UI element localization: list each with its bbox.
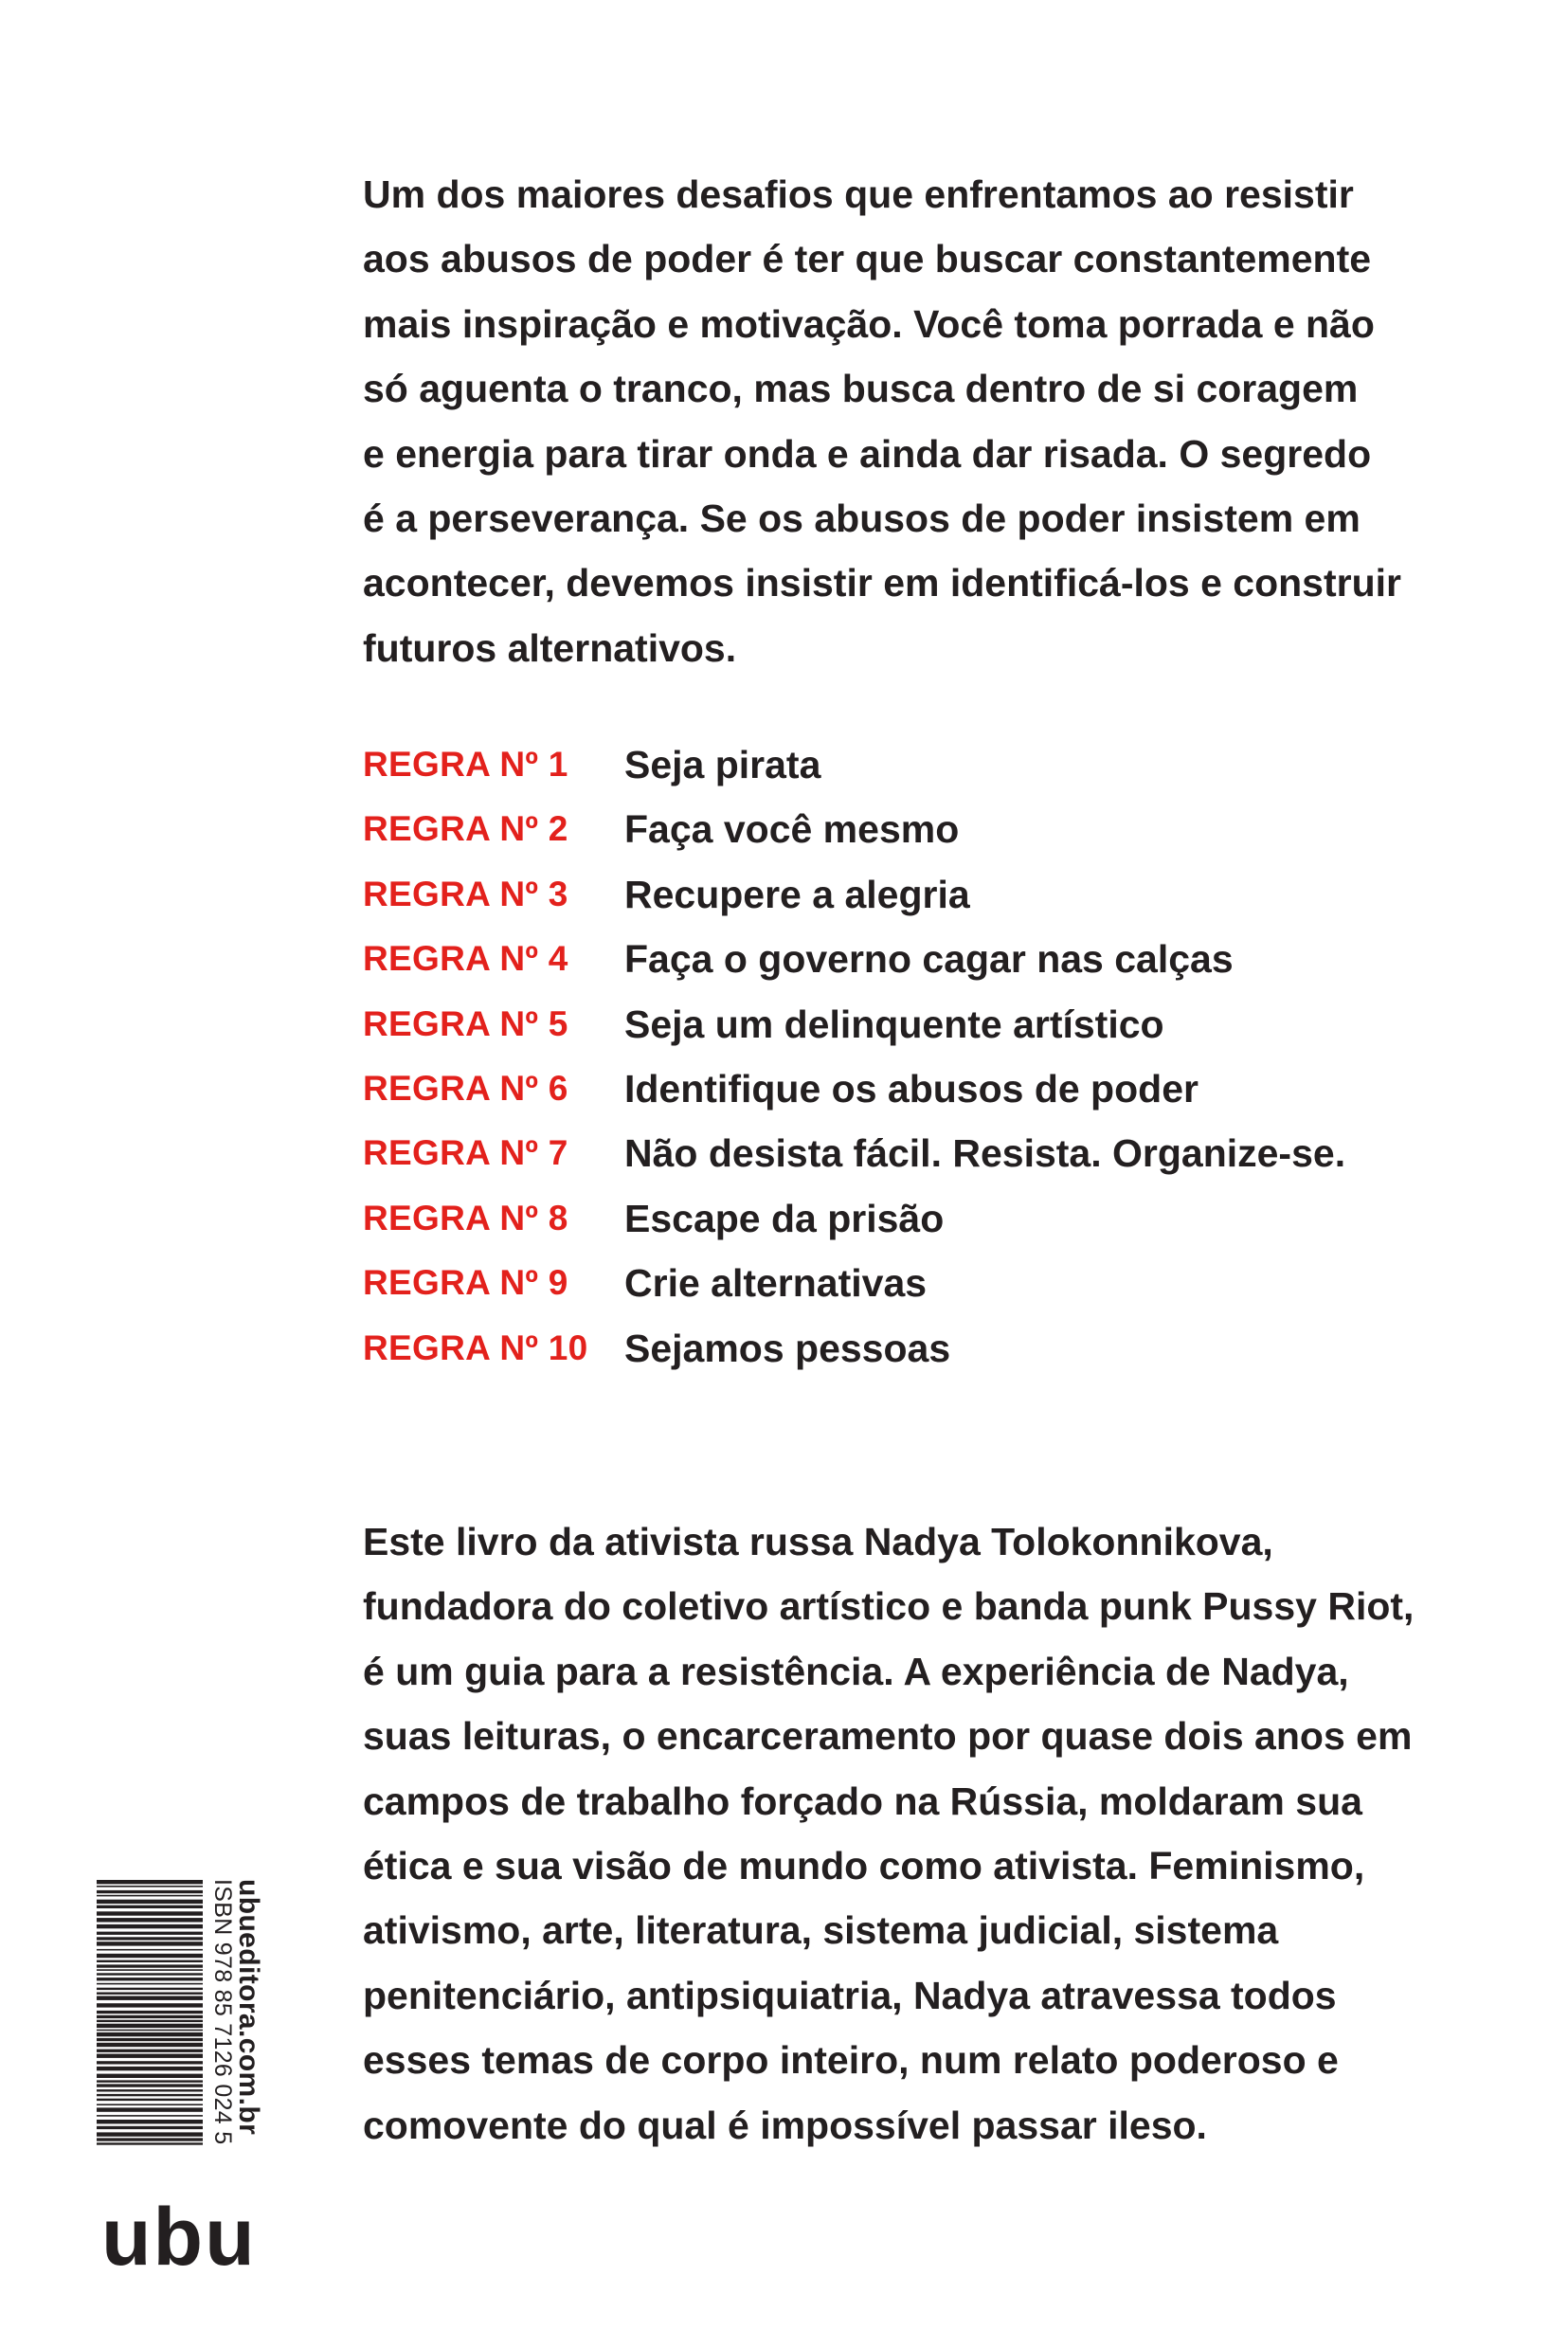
intro-line: e energia para tirar onda e ainda dar risada. O segredo bbox=[363, 431, 1372, 476]
barcode-bar bbox=[97, 1924, 203, 1928]
barcode-bars bbox=[97, 1879, 203, 2148]
barcode-bar bbox=[97, 2094, 203, 2096]
barcode-bar bbox=[97, 1880, 203, 1884]
barcode-bar bbox=[97, 1988, 203, 1990]
barcode-bar bbox=[97, 2115, 203, 2117]
barcode-bar bbox=[97, 2074, 203, 2078]
rule-item bbox=[363, 1186, 1500, 1251]
barcode-bar bbox=[97, 2020, 203, 2022]
barcode-bar bbox=[97, 2054, 203, 2058]
barcode-bar bbox=[97, 1964, 203, 1967]
rule-label: REGRA Nº 9 bbox=[363, 1263, 568, 1303]
barcode-bar bbox=[97, 1960, 203, 1962]
barcode-bar bbox=[97, 1973, 203, 1975]
isbn-number: ISBN 978 85 7126 024 5 bbox=[209, 1879, 236, 2145]
intro-line: é a perseverança. Se os abusos de poder insistem em bbox=[363, 496, 1361, 540]
intro-line: acontecer, devemos insistir em identificá-los e construir bbox=[363, 561, 1401, 605]
rule-text: Não desista fácil. Resista. Organize-se. bbox=[624, 1131, 1346, 1176]
barcode-bar bbox=[97, 2038, 203, 2041]
rule-text: Seja pirata bbox=[624, 743, 821, 786]
barcode-bar bbox=[97, 2099, 203, 2101]
rule-text: Escape da prisão bbox=[624, 1196, 945, 1240]
rule-label: REGRA Nº 7 bbox=[363, 1133, 568, 1173]
barcode-bar bbox=[97, 2043, 203, 2047]
rule-label: REGRA Nº 8 bbox=[363, 1198, 568, 1237]
description-paragraph bbox=[363, 1509, 1414, 2158]
barcode-bar bbox=[97, 1937, 203, 1940]
rule-text: Sejamos pessoas bbox=[624, 1326, 951, 1370]
barcode-bar bbox=[97, 1993, 203, 1995]
description-line: é um guia para a resistência. A experiência de Nadya, bbox=[363, 1649, 1349, 1693]
rule-label: REGRA Nº 2 bbox=[363, 809, 568, 849]
barcode-bar bbox=[97, 1983, 203, 1985]
barcode-bar bbox=[97, 2024, 203, 2028]
barcode-bar bbox=[97, 2080, 203, 2082]
description-line: suas leituras, o encarceramento por quase dois anos em bbox=[363, 1714, 1413, 1759]
barcode-bar bbox=[97, 1886, 203, 1887]
isbn-barcode bbox=[97, 1879, 264, 2148]
rule-text: Identifique os abusos de poder bbox=[624, 1066, 1199, 1111]
barcode-bar bbox=[97, 2084, 203, 2086]
barcode-bar bbox=[97, 1978, 203, 1980]
rule-label: REGRA Nº 3 bbox=[363, 874, 568, 913]
description-line: ética e sua visão de mundo como ativista. Feminismo, bbox=[363, 1843, 1365, 1887]
rule-item bbox=[363, 797, 1500, 861]
barcode-bar bbox=[97, 2032, 203, 2036]
intro-line: aos abusos de poder é ter que buscar constantemente bbox=[363, 237, 1372, 281]
rule-item bbox=[363, 862, 1500, 927]
barcode-bar bbox=[97, 2011, 203, 2014]
rule-item bbox=[363, 1121, 1500, 1185]
barcode-bar bbox=[97, 1918, 203, 1922]
rules-list bbox=[363, 732, 1500, 1381]
barcode-bar bbox=[97, 2030, 203, 2032]
rule-item bbox=[363, 1057, 1500, 1121]
rule-text: Faça o governo cagar nas calças bbox=[624, 937, 1234, 982]
rule-item bbox=[363, 1316, 1500, 1381]
intro-line: só aguenta o tranco, mas busca dentro de si coragem bbox=[363, 367, 1359, 411]
barcode-bar bbox=[97, 1949, 203, 1951]
rule-text: Recupere a alegria bbox=[624, 872, 970, 916]
intro-line: futuros alternativos. bbox=[363, 625, 737, 670]
description-line: esses temas de corpo inteiro, num relato poderoso e bbox=[363, 2038, 1339, 2083]
rule-text: Crie alternativas bbox=[624, 1261, 928, 1306]
publisher-website: ubueditora.com.br bbox=[233, 1879, 264, 2136]
rule-label: REGRA Nº 4 bbox=[363, 939, 568, 979]
intro-line: Um dos maiores desafios que enfrentamos ao resistir bbox=[363, 172, 1354, 216]
barcode-bar bbox=[97, 1890, 203, 1893]
barcode-bar bbox=[97, 2107, 203, 2111]
barcode-bar bbox=[97, 1932, 203, 1935]
barcode-bar bbox=[97, 1905, 203, 1908]
barcode-bar bbox=[97, 2089, 203, 2091]
rule-item bbox=[363, 992, 1500, 1057]
barcode-bar bbox=[97, 2015, 203, 2018]
barcode-bar bbox=[97, 2120, 203, 2123]
barcode-bar bbox=[97, 1996, 203, 2000]
barcode-bar bbox=[97, 2104, 203, 2105]
rule-text: Seja um delinquente artístico bbox=[624, 1002, 1164, 1046]
barcode-bar bbox=[97, 1969, 203, 1971]
rule-label: REGRA Nº 5 bbox=[363, 1003, 568, 1043]
description-line: fundadora do coletivo artístico e banda punk Pussy Riot, bbox=[363, 1584, 1415, 1629]
rule-item bbox=[363, 732, 1500, 797]
rule-item bbox=[363, 927, 1500, 991]
rule-label: REGRA Nº 6 bbox=[363, 1068, 568, 1108]
intro-line: mais inspiração e motivação. Você toma porrada e não bbox=[363, 301, 1375, 346]
barcode-bar bbox=[97, 2132, 203, 2136]
barcode-bar bbox=[97, 1954, 203, 1958]
barcode-bar bbox=[97, 1942, 203, 1945]
barcode-bar bbox=[97, 2050, 203, 2052]
intro-paragraph bbox=[363, 162, 1401, 680]
barcode-bar bbox=[97, 2142, 203, 2144]
description-line: comovente do qual é impossível passar ileso. bbox=[363, 2103, 1207, 2147]
description-line: campos de trabalho forçado na Rússia, moldaram sua bbox=[363, 1779, 1362, 1823]
barcode-bar bbox=[97, 1900, 203, 1904]
barcode-bar bbox=[97, 2003, 203, 2007]
description-line: penitenciário, antipsiquiatria, Nadya atravessa todos bbox=[363, 1973, 1337, 2017]
description-line: ativismo, arte, literatura, sistema judicial, sistema bbox=[363, 1908, 1279, 1953]
rule-item bbox=[363, 1251, 1500, 1315]
description-line: Este livro da ativista russa Nadya Tolokonnikova, bbox=[363, 1520, 1273, 1563]
barcode-bar bbox=[97, 2126, 203, 2129]
barcode-bar bbox=[97, 2061, 203, 2064]
barcode-bar bbox=[97, 1895, 203, 1897]
rule-label: REGRA Nº 1 bbox=[363, 745, 568, 784]
rule-text: Faça você mesmo bbox=[624, 807, 960, 852]
barcode-bar bbox=[97, 2138, 203, 2140]
rule-label: REGRA Nº 10 bbox=[363, 1328, 588, 1367]
barcode-bar bbox=[97, 1911, 203, 1915]
publisher-logo: ubu bbox=[101, 2192, 257, 2283]
barcode-bar bbox=[97, 2067, 203, 2070]
